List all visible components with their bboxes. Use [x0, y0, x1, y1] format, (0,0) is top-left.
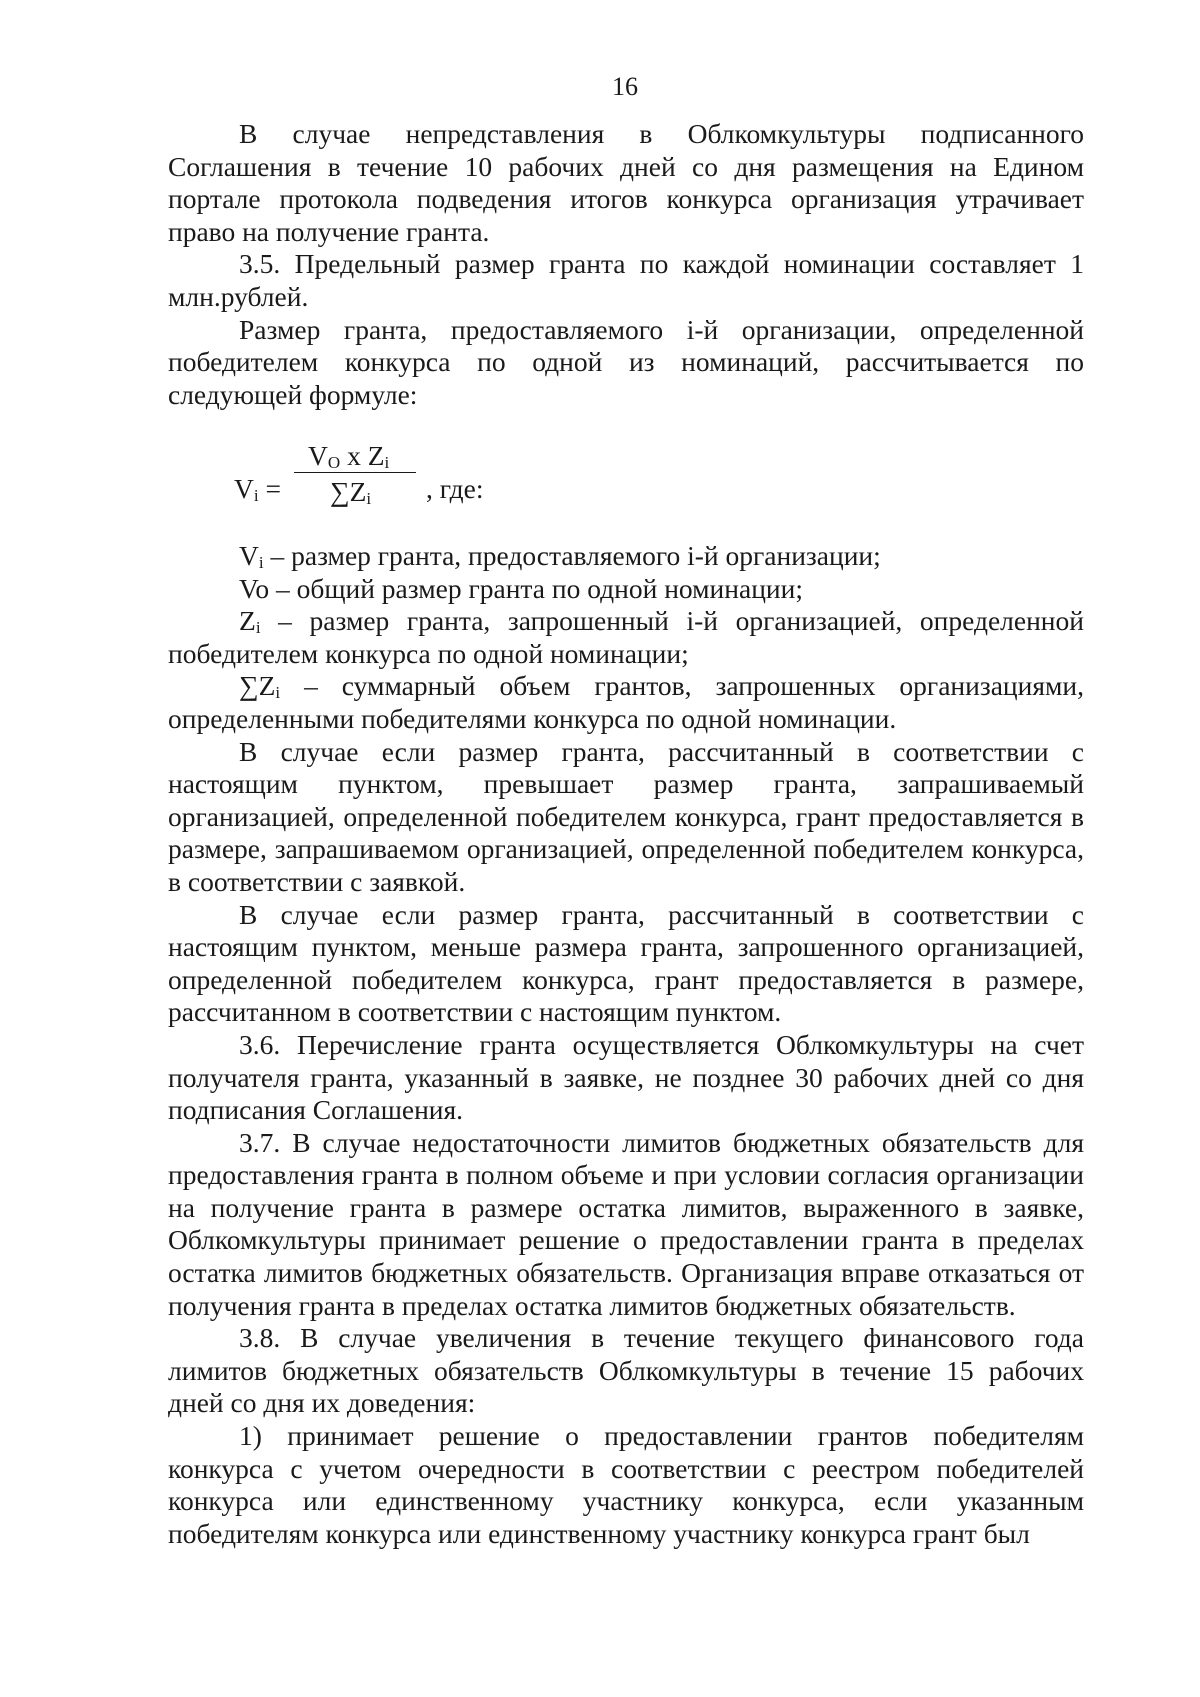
paragraph: 3.5. Предельный размер гранта по каждой номинации составляет 1 млн.рублей.: [168, 248, 1084, 312]
text-block-main: [168, 540, 1084, 1550]
paragraph: 3.6. Перечисление гранта осуществляется Облкомкультуры на счет получателя гранта, указанный в заявке, не позднее 30 рабочих дней со дня подписания Соглашения.: [168, 1028, 1084, 1126]
paragraph: 3.7. В случае недостаточности лимитов бюджетных обязательств для предоставления гранта в полном объеме и при условии согласия организации на получение гранта в размере остатка лимитов, выраженного в заявке, Облкомкультуры принимает решение о предоставлении гранта в пределах остатка лимитов бюджетных обязательств. Организация вправе отказаться от получения гранта в пределах остатка лимитов бюджетных обязательств.: [168, 1126, 1084, 1321]
text-block-top: [168, 118, 1084, 411]
paragraph: 3.8. В случае увеличения в течение текущего финансового года лимитов бюджетных обязательств Облкомкультуры в течение 15 рабочих дней со дня их доведения:: [168, 1322, 1084, 1419]
formula-lhs: $V_i$ =: [234, 473, 281, 505]
definition: Vo – общий размер гранта по одной номинации;: [239, 572, 803, 604]
formula-where: , где:: [426, 473, 484, 504]
paragraph: 1) принимает решение о предоставлении грантов победителям конкурса с учетом очередности в соответствии с реестром победителей конкурса или единственному участнику конкурса, если указанным победителям конкурса или единственному участнику конкурса грант был: [168, 1420, 1084, 1549]
grant-formula: [230, 440, 510, 510]
fraction-bar: [294, 472, 416, 473]
definition: $\sum Z_i$ – суммарный объем грантов, запрошенных организациями, определенными победителями конкурса по одной номинации.: [168, 670, 1084, 734]
page-number: 16: [612, 72, 638, 101]
paragraph: В случае если размер гранта, рассчитанный в соответствии с настоящим пунктом, превышает размер гранта, запрашиваемый организацией, определенной победителем конкурса, грант предоставляется в размере, запрашиваемом организацией, определенной победителем конкурса, в соответствии с заявкой.: [168, 735, 1084, 897]
paragraph: Размер гранта, предоставляемого i-й организации, определенной победителем конкурса по одной из номинаций, рассчитывается по следующей формуле:: [168, 313, 1084, 410]
paragraph: В случае непредставления в Облкомкультуры подписанного Соглашения в течение 10 рабочих дней со дня размещения на Едином портале протокола подведения итогов конкурса организация утрачивает право на получение гранта.: [168, 118, 1084, 247]
formula-numerator: $V_O$ x $Z_i$: [308, 440, 390, 472]
formula-denominator: $\sum Z_i$: [330, 476, 372, 508]
definition: $Z_i$ – размер гранта, запрошенный i-й организацией, определенной победителем конкурса по одной номинации;: [168, 605, 1084, 669]
definition: $V_i$ – размер гранта, предоставляемого i-й организации;: [239, 540, 881, 572]
paragraph: В случае если размер гранта, рассчитанный в соответствии с настоящим пунктом, меньше размера гранта, запрошенного организацией, определенной победителем конкурса, грант предоставляется в размере, рассчитанном в соответствии с настоящим пунктом.: [168, 898, 1084, 1028]
